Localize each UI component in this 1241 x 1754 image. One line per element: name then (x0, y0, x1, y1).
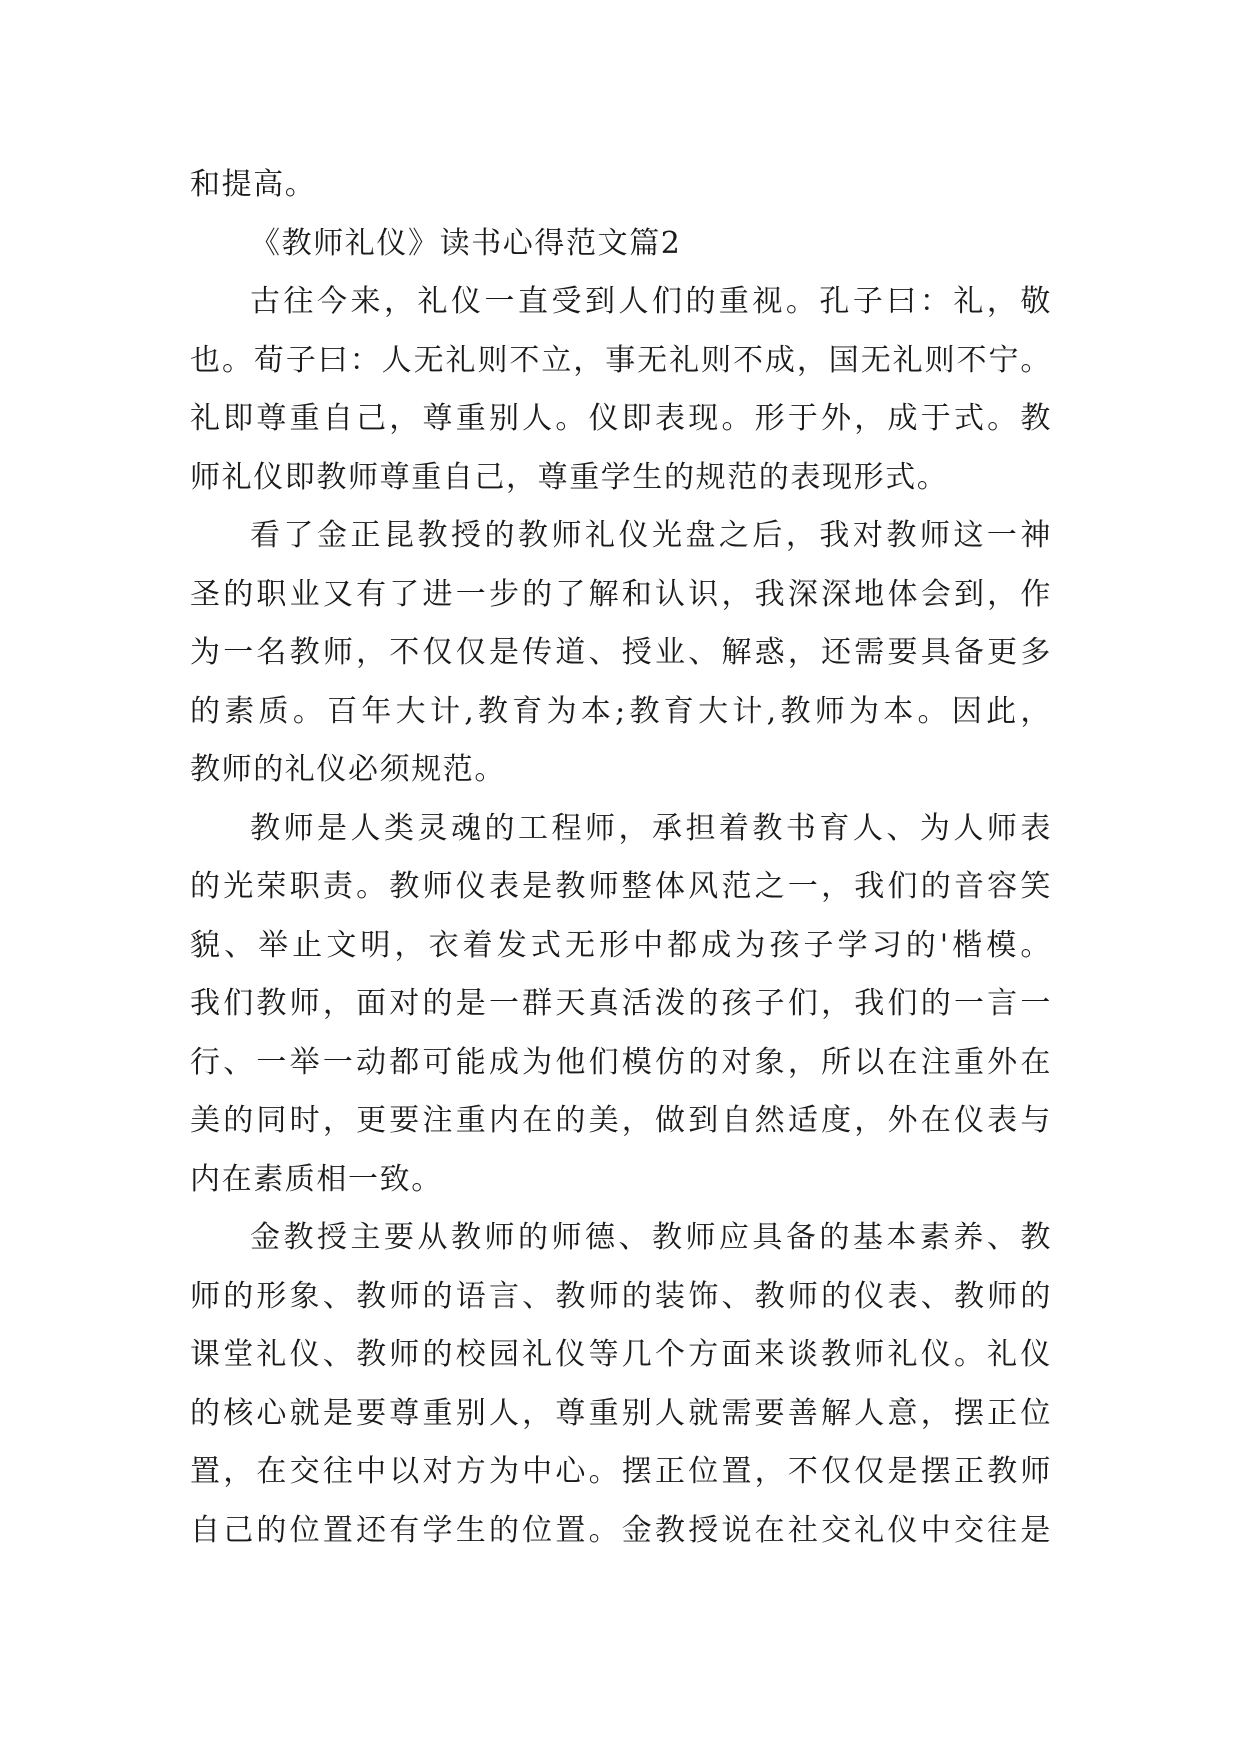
text-line: 内在素质相一致。 (190, 1161, 443, 1197)
text-line: 金教授主要从教师的师德、教师应具备的基本素养、教 (250, 1220, 1052, 1255)
text-line: 行、一举一动都可能成为他们模仿的对象，所以在注重外在 (190, 1044, 1052, 1080)
text-line: 置，在交往中以对方为中心。摆正位置，不仅仅是摆正教师 (190, 1454, 1052, 1489)
text-line: 我们教师，面对的是一群天真活泼的孩子们，我们的一言一 (190, 986, 1052, 1021)
text-line: 为一名教师，不仅仅是传道、授业、解惑，还需要具备更多 (190, 635, 1052, 670)
text-line: 的核心就是要尊重别人，尊重别人就需要善解人意，摆正位 (190, 1395, 1052, 1431)
text-line: 美的同时，更要注重内在的美，做到自然适度，外在仪表与 (190, 1103, 1052, 1138)
text-line: 圣的职业又有了进一步的了解和认识，我深深地体会到，作 (190, 576, 1052, 612)
text-line: 的光荣职责。教师仪表是教师整体风范之一，我们的音容笑 (190, 869, 1052, 904)
text-line: 教师的礼仪必须规范。 (190, 752, 506, 787)
text-line: 貌、举止文明，衣着发式无形中都成为孩子学习的'楷模。 (190, 927, 1052, 963)
section-heading: 《教师礼仪》读书心得范文篇2 (250, 225, 682, 261)
document-body (190, 156, 1052, 1560)
text-line: 自己的位置还有学生的位置。金教授说在社交礼仪中交往是 (190, 1512, 1052, 1548)
text-line: 的素质。百年大计,教育为本;教育大计,教师为本。因此， (190, 693, 1052, 729)
text-line: 和提高。 (190, 167, 317, 202)
text-line: 古往今来，礼仪一直受到人们的重视。孔子曰：礼，敬 (250, 284, 1052, 319)
text-line: 师礼仪即教师尊重自己，尊重学生的规范的表现形式。 (190, 459, 949, 495)
text-line: 礼即尊重自己，尊重别人。仪即表现。形于外，成于式。教 (190, 401, 1052, 436)
text-line: 也。荀子曰：人无礼则不立，事无礼则不成，国无礼则不宁。 (190, 342, 1052, 378)
text-line: 师的形象、教师的语言、教师的装饰、教师的仪表、教师的 (190, 1278, 1052, 1314)
text-line: 课堂礼仪、教师的校园礼仪等几个方面来谈教师礼仪。礼仪 (190, 1337, 1052, 1372)
text-line: 教师是人类灵魂的工程师，承担着教书育人、为人师表 (250, 810, 1052, 846)
text-line: 看了金正昆教授的教师礼仪光盘之后，我对教师这一神 (250, 518, 1052, 553)
